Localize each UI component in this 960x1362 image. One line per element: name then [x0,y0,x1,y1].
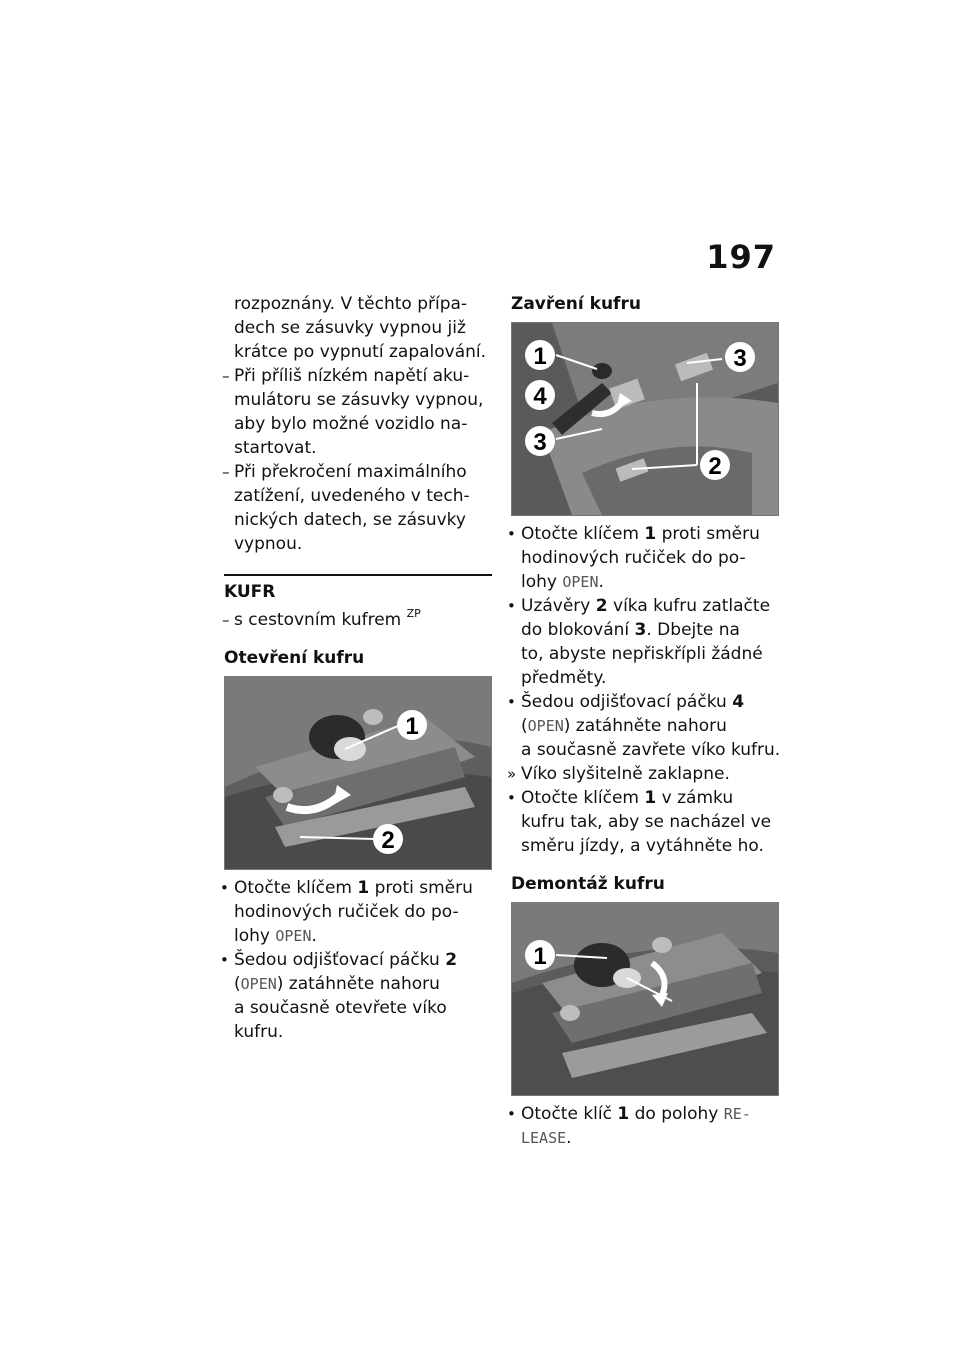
callout-label: 2 [381,827,395,854]
step-number: 2 [595,596,608,616]
intro-paragraph [224,292,494,364]
text-line: hodinových ručiček do po- [521,548,746,568]
step-text: lohy [521,572,563,592]
list-item [224,460,494,556]
bullet-marker: • [220,879,229,897]
callout-label: 1 [405,713,419,740]
step-text: Šedou odjišťovací páčku [234,950,446,970]
step-text: Uzávěry [521,596,596,616]
step-text: v zámku [656,788,734,808]
step-number: 1 [357,878,370,898]
page-number: 197 [706,238,776,276]
list-item [507,594,781,690]
list-item [507,690,781,762]
text-line: rozpoznány. V těchto přípa- [234,294,468,314]
text-line: startovat. [234,438,317,458]
close-heading: Zavření kufru [511,294,641,314]
right-column [507,292,781,1150]
text-line: kufru. [234,1022,284,1042]
text-line: krátce po vypnutí zapalování. [234,342,487,362]
step-number: 3 [634,620,647,640]
step-text: . [311,926,317,946]
list-item [224,608,494,632]
step-text: do blokování [521,620,635,640]
bullet-marker: • [507,693,516,711]
case-lock-illustration [225,677,491,869]
open-case-figure [224,676,492,870]
variant-list [224,608,494,632]
step-text: Otočte klíčem [521,524,645,544]
left-column [220,292,494,1044]
step-number: 1 [617,1104,630,1124]
position-label: RE- [723,1105,751,1123]
section-title: KUFR [224,574,492,604]
text-line: mulátoru se zásuvky vypnou, [234,390,484,410]
list-item [507,786,781,858]
position-label: OPEN [527,717,564,735]
position-label: OPEN [240,975,277,993]
list-item [224,364,494,460]
step-text: ) zatáhněte nahoru [563,716,727,736]
step-number: 1 [644,788,657,808]
open-steps [220,876,494,1044]
callout-label: 1 [533,343,547,370]
result-marker: » [507,765,517,783]
text-line: směru jízdy, a vytáhněte ho. [521,836,764,856]
bullet-marker: • [507,789,516,807]
step-number: 4 [732,692,745,712]
step-text: ( [521,716,528,736]
remove-heading: Demontáž kufru [511,874,665,894]
dash-marker: – [222,367,230,385]
text-line: vypnou. [234,534,303,554]
step-text: proti směru [656,524,760,544]
step-text: . [598,572,604,592]
step-text: . Dbejte na [646,620,740,640]
text-line: nických datech, se zásuvky [234,510,466,530]
callout-label: 1 [533,943,547,970]
step-text: lohy [234,926,276,946]
text-line: a současně zavřete víko kufru. [521,740,781,760]
dash-marker: – [222,463,230,481]
text-line: a současně otevřete víko [234,998,447,1018]
text-line: kufru tak, aby se nacházel ve [521,812,772,832]
close-steps [507,522,781,858]
result-text: Víko slyšitelně zaklapne. [521,764,730,784]
open-heading: Otevření kufru [224,648,365,668]
bullet-marker: • [507,1105,516,1123]
step-number: 2 [445,950,458,970]
list-item [507,1102,781,1150]
callout-label: 3 [733,345,747,372]
text-line: aby bylo možné vozidlo na- [234,414,468,434]
position-label: OPEN [562,573,599,591]
remove-steps [507,1102,781,1150]
step-text: proti směru [369,878,473,898]
callout-label: 4 [533,383,547,410]
variant-superscript: ZP [406,607,421,620]
step-text: Šedou odjišťovací páčku [521,692,733,712]
step-text: Otočte klíčem [234,878,358,898]
text-line: předměty. [521,668,607,688]
case-latch-illustration [512,323,778,515]
list-item [220,948,494,1044]
text-line: Při překročení maximálního [234,462,467,482]
text-line: dech se zásuvky vypnou již [234,318,466,338]
position-label: LEASE [521,1129,567,1147]
bullet-marker: • [507,525,516,543]
step-text: Otočte klíč [521,1104,618,1124]
close-case-figure [511,322,779,516]
variant-text: s cestovním kufrem [234,610,402,630]
dash-marker: – [222,611,230,629]
position-label: OPEN [275,927,312,945]
step-text: Otočte klíčem [521,788,645,808]
text-line: zatížení, uvedeného v tech- [234,486,470,506]
text-line: to, abyste nepřiskřípli žádné [521,644,763,664]
list-item [507,762,781,786]
step-text: víka kufru zatlačte [607,596,771,616]
step-text: do polohy [629,1104,724,1124]
text-line: hodinových ručiček do po- [234,902,459,922]
bullet-marker: • [507,597,516,615]
list-item [507,522,781,594]
case-release-illustration [512,903,778,1095]
remove-case-figure [511,902,779,1096]
callout-label: 3 [533,429,547,456]
step-text: ( [234,974,241,994]
text-line: Při příliš nízkém napětí aku- [234,366,470,386]
bullet-marker: • [220,951,229,969]
step-number: 1 [644,524,657,544]
step-text: . [566,1128,572,1148]
list-item [220,876,494,948]
callout-label: 2 [708,453,722,480]
step-text: ) zatáhněte nahoru [276,974,440,994]
dash-list [224,364,494,556]
